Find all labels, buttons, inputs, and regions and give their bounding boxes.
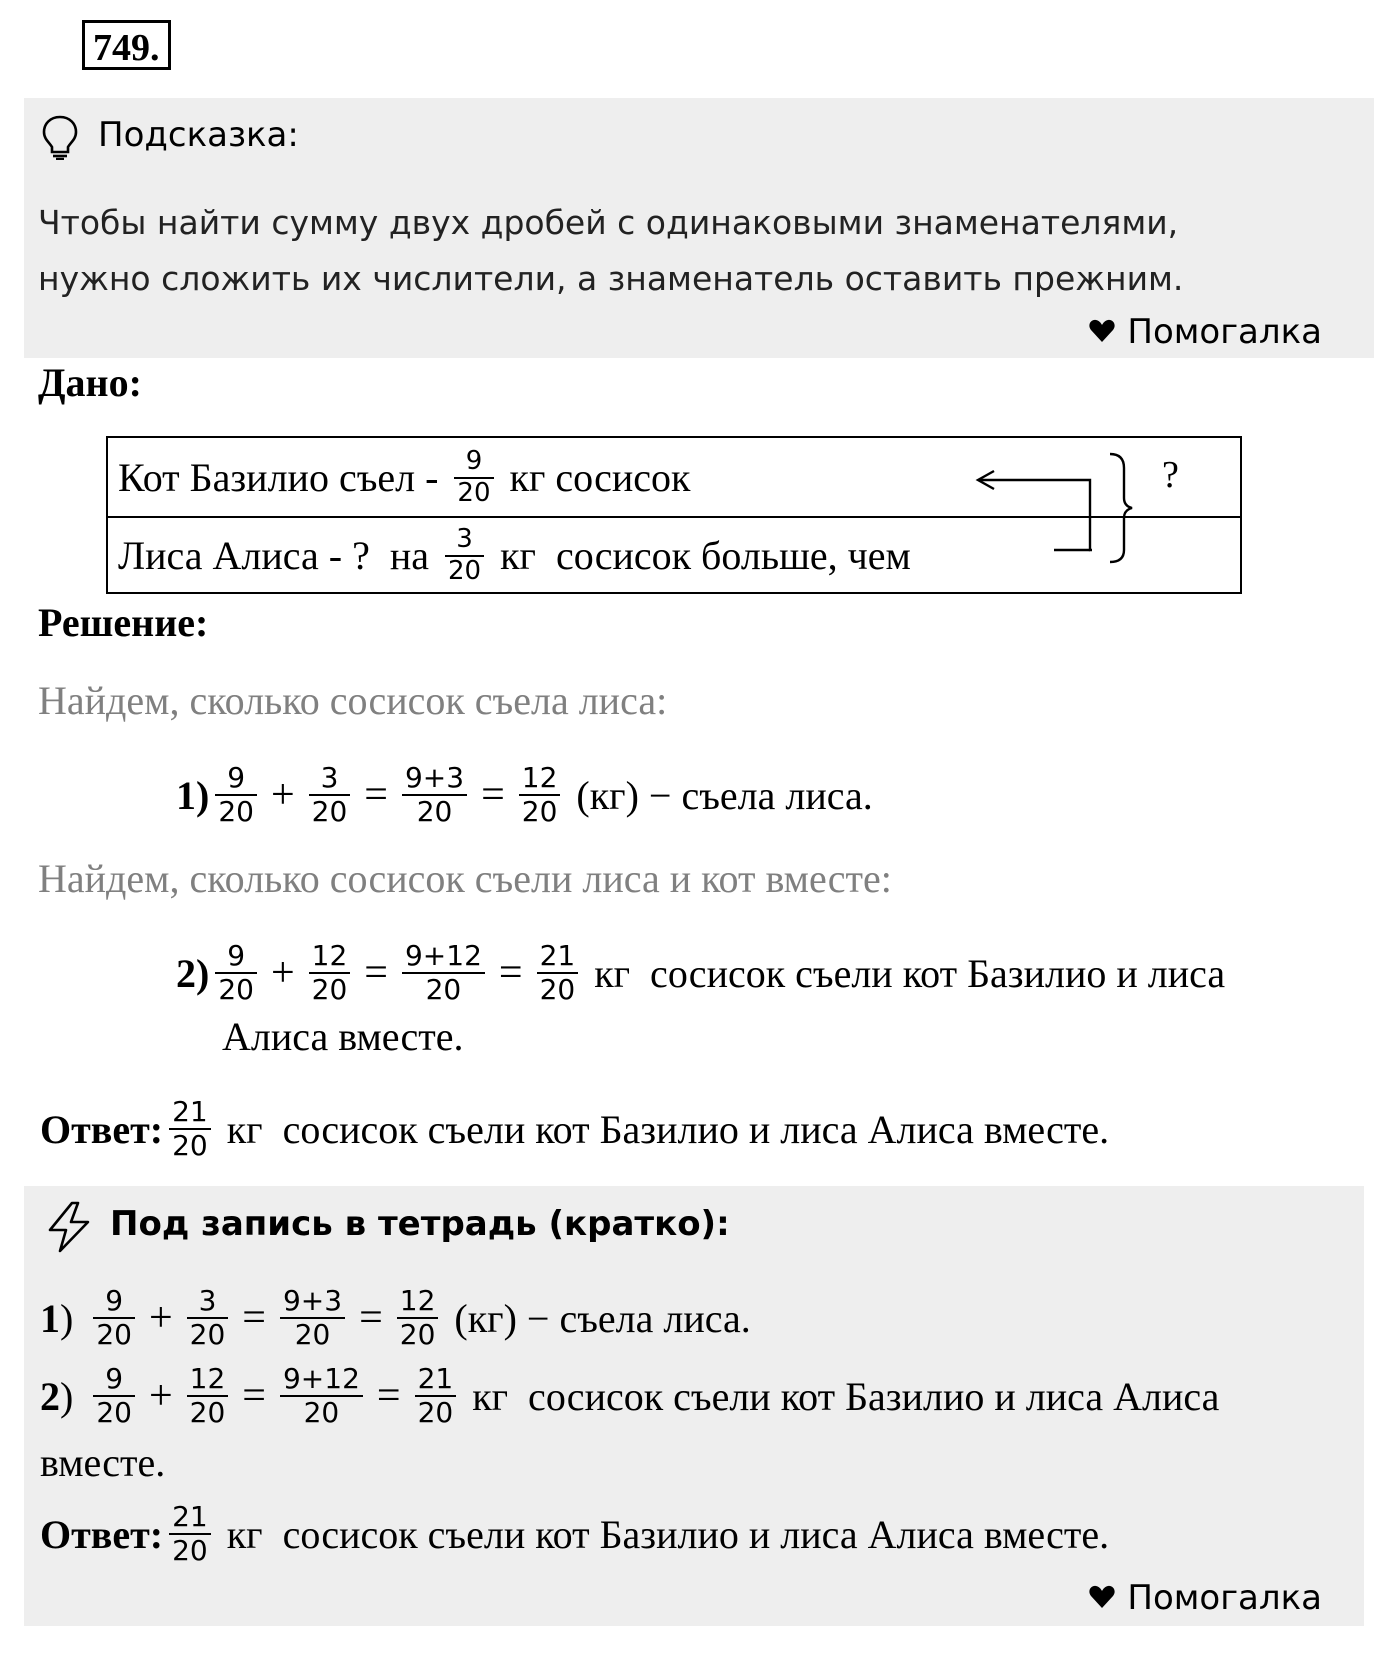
numerator: 21 <box>417 1361 454 1395</box>
denominator: 20 <box>218 973 254 1006</box>
note-step-2-suffix: кг сосисок съели кот Базилио и лиса Алиса <box>462 1373 1220 1419</box>
denominator: 20 <box>96 1318 132 1351</box>
fraction <box>537 940 579 1006</box>
numerator: 3 <box>320 760 339 794</box>
answer-suffix: кг сосисок съели кот Базилио и лиса Алиса вместе. <box>216 1106 1110 1152</box>
brand-text-top: Помогалка <box>1127 312 1322 352</box>
fraction <box>415 1363 457 1429</box>
given-row-1-fraction <box>454 447 493 509</box>
step-2-continuation: Алиса вместе. <box>222 1014 464 1059</box>
plus-sign: + <box>148 1373 173 1419</box>
fraction <box>280 1363 363 1429</box>
numerator: 21 <box>172 1094 208 1128</box>
plus-sign: + <box>270 772 295 818</box>
hint-title: Подсказка: <box>98 115 299 155</box>
note-answer-label: Ответ: <box>40 1511 164 1557</box>
notebook-answer <box>40 1490 1109 1578</box>
note-answer-suffix: кг сосисок съели кот Базилио и лиса Алиса вместе. <box>216 1511 1110 1557</box>
fraction <box>187 1285 229 1351</box>
numerator: 21 <box>172 1499 208 1533</box>
lightbulb-icon <box>40 114 80 174</box>
answer-label: Ответ: <box>40 1106 164 1152</box>
fraction <box>93 1285 135 1351</box>
fraction <box>169 1096 211 1162</box>
given-row-2 <box>118 524 911 588</box>
fraction <box>309 762 351 828</box>
equals-sign: = <box>364 950 388 996</box>
numerator: 12 <box>399 1283 436 1317</box>
numerator: 21 <box>539 938 576 972</box>
comparison-arrow-and-brace <box>960 440 1150 580</box>
step-2-suffix: кг сосисок съели кот Базилио и лиса <box>584 950 1226 996</box>
numerator: 9+12 <box>404 938 482 972</box>
fraction <box>215 762 257 828</box>
equals-sign: = <box>242 1295 266 1341</box>
numerator: 12 <box>521 760 558 794</box>
numerator: 9+12 <box>282 1361 360 1395</box>
solution-intro-2: Найдем, сколько сосисок съели лиса и кот вместе: <box>38 856 892 901</box>
heart-icon <box>1089 1578 1115 1618</box>
numerator: 9+3 <box>282 1283 343 1317</box>
notebook-step-1 <box>40 1276 751 1360</box>
denominator: 20 <box>416 795 453 828</box>
denominator: 20 <box>539 973 576 1006</box>
equals-sign: = <box>376 1373 401 1419</box>
note-step-2-continuation: вместе. <box>40 1440 166 1485</box>
denominator: 20 <box>294 1318 331 1351</box>
solution-heading: Решение: <box>38 600 209 645</box>
step-1-suffix: (кг) − съела лиса. <box>566 772 873 818</box>
hint-line-1: Чтобы найти сумму двух дробей с одинаковыми знаменателями, <box>38 203 1179 242</box>
hint-text <box>38 195 1358 307</box>
equals-sign: = <box>242 1373 266 1419</box>
notebook-title: Под запись в тетрадь (кратко): <box>110 1204 730 1244</box>
equals-sign: = <box>498 950 523 996</box>
note-step-2-number: 2 <box>40 1373 60 1419</box>
denominator: 20 <box>303 1396 340 1429</box>
denominator: 20 <box>96 1396 132 1429</box>
numerator: 12 <box>311 938 348 972</box>
fraction <box>187 1363 229 1429</box>
numerator: 3 <box>198 1283 217 1317</box>
brand-label-bottom <box>1089 1578 1322 1618</box>
denominator: 20 <box>189 1318 226 1351</box>
given-row-2-suffix: кг сосисок больше, чем <box>490 533 911 578</box>
fraction <box>93 1363 135 1429</box>
numerator: 3 <box>456 524 473 555</box>
hint-line-2: нужно сложить их числители, а знаменатель оставить прежним. <box>38 259 1184 298</box>
note-step-2-paren: ) <box>60 1373 74 1419</box>
denominator: 20 <box>311 795 348 828</box>
fraction <box>280 1285 345 1351</box>
note-step-1-suffix: (кг) − съела лиса. <box>444 1295 751 1341</box>
step-2-label: 2) <box>176 950 210 996</box>
notebook-step-2 <box>40 1354 1219 1438</box>
fraction <box>402 940 485 1006</box>
solution-intro-1: Найдем, сколько сосисок съела лиса: <box>38 678 668 723</box>
denominator: 20 <box>218 795 254 828</box>
equals-sign: = <box>359 1295 383 1341</box>
denominator: 20 <box>448 556 482 586</box>
given-row-2-fraction <box>445 525 484 587</box>
denominator: 20 <box>172 1129 208 1162</box>
given-heading: Дано: <box>38 360 142 405</box>
denominator: 20 <box>457 478 491 508</box>
numerator: 12 <box>189 1361 226 1395</box>
given-question-mark: ? <box>1162 454 1179 496</box>
lightning-icon <box>42 1200 96 1271</box>
fraction <box>397 1285 439 1351</box>
solution-answer <box>40 1084 1109 1174</box>
fraction <box>402 762 467 828</box>
numerator: 9 <box>227 760 246 794</box>
numerator: 9+3 <box>404 760 465 794</box>
fraction <box>309 940 351 1006</box>
note-step-1-paren: ) <box>60 1295 74 1341</box>
numerator: 9 <box>465 446 483 477</box>
numerator: 9 <box>227 938 246 972</box>
note-step-1-number: 1 <box>40 1295 60 1341</box>
denominator: 20 <box>417 1396 454 1429</box>
denominator: 20 <box>189 1396 226 1429</box>
task-number: 749. <box>82 20 171 70</box>
step-1-label: 1) <box>176 772 210 818</box>
brand-text-bottom: Помогалка <box>1127 1578 1322 1618</box>
given-row-2-prefix: Лиса Алиса - ? на <box>118 533 440 578</box>
denominator: 20 <box>425 973 462 1006</box>
numerator: 9 <box>105 1283 124 1317</box>
denominator: 20 <box>521 795 558 828</box>
brand-label-top <box>1089 312 1322 352</box>
denominator: 20 <box>399 1318 436 1351</box>
fraction <box>519 762 561 828</box>
fraction <box>215 940 257 1006</box>
solution-step-1 <box>176 750 873 840</box>
given-row-1-prefix: Кот Базилио съел - <box>118 455 449 500</box>
numerator: 9 <box>105 1361 124 1395</box>
plus-sign: + <box>148 1295 173 1341</box>
given-row-1 <box>118 446 690 510</box>
heart-icon <box>1089 312 1115 352</box>
denominator: 20 <box>172 1534 208 1567</box>
plus-sign: + <box>270 950 295 996</box>
fraction <box>169 1501 211 1567</box>
equals-sign: = <box>364 772 388 818</box>
solution-step-2 <box>176 928 1225 1018</box>
equals-sign: = <box>481 772 505 818</box>
denominator: 20 <box>311 973 348 1006</box>
given-row-1-suffix: кг сосисок <box>499 455 691 500</box>
